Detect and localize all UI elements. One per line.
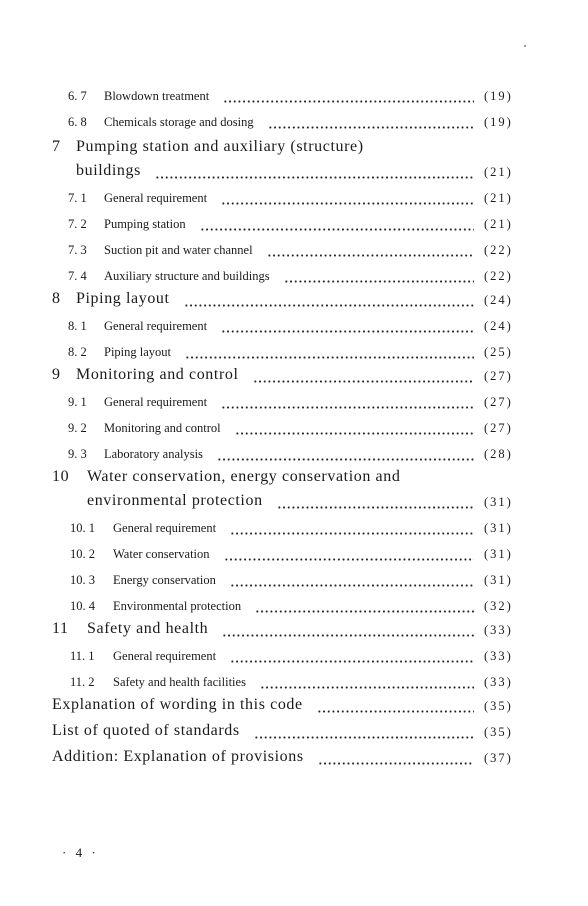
toc-entry-page: (21) <box>484 191 513 205</box>
toc-entry <box>0 516 588 538</box>
toc-entry-title: Monitoring and control <box>76 366 239 383</box>
dot-leader <box>230 584 474 587</box>
toc-entry-number: 10. 4 <box>70 599 95 613</box>
toc-entry-title: Monitoring and control <box>104 421 221 435</box>
toc-entry-page: (27) <box>484 395 513 409</box>
toc-entry-page: (19) <box>484 89 513 103</box>
toc-entry <box>0 466 588 488</box>
dot-leader <box>221 202 474 205</box>
toc-entry-title: General requirement <box>104 395 208 409</box>
toc-entry-page: (37) <box>484 751 513 765</box>
toc-entry-title: Water conservation <box>113 547 210 561</box>
dot-leader <box>185 356 474 359</box>
dot-leader <box>277 506 474 509</box>
toc-entry <box>0 442 588 464</box>
toc-entry <box>0 84 588 106</box>
toc-entry-title: Safety and health facilities <box>113 675 246 689</box>
toc-entry-page: (22) <box>484 243 513 257</box>
toc-entry <box>0 314 588 336</box>
toc-entry-title: Pumping station and auxiliary (structure) <box>76 138 364 155</box>
dot-leader <box>155 176 474 179</box>
dot-leader <box>254 736 474 739</box>
toc-entry-page: (35) <box>484 725 513 739</box>
dot-leader <box>318 762 474 765</box>
toc-entry-title: Water conservation, energy conservation and <box>87 468 401 485</box>
toc-entry-title: Addition: Explanation of provisions <box>52 748 304 765</box>
toc-entry-number: 10 <box>52 468 70 485</box>
toc-entry-number: 7. 2 <box>68 217 87 231</box>
toc-entry-page: (21) <box>484 217 513 231</box>
toc-entry-number: 9. 3 <box>68 447 87 461</box>
dot-leader <box>268 126 474 129</box>
toc-entry-title: General requirement <box>113 649 217 663</box>
toc-entry-number: 6. 8 <box>68 115 87 129</box>
toc-entry-page: (31) <box>484 573 513 587</box>
dot-leader <box>221 330 474 333</box>
toc-entry-title: Pumping station <box>104 217 186 231</box>
toc-entry-number: 11. 2 <box>70 675 95 689</box>
toc-entry-number: 9. 1 <box>68 395 87 409</box>
toc-entry-page: (31) <box>484 495 513 509</box>
toc-entry-page: (19) <box>484 115 513 129</box>
toc-entry <box>0 594 588 616</box>
dot-leader <box>255 610 474 613</box>
toc-entry-title: Explanation of wording in this code <box>52 696 303 713</box>
toc-entry-page: (32) <box>484 599 513 613</box>
toc-entry-title: Auxiliary structure and buildings <box>104 269 270 283</box>
toc-entry-number: 10. 1 <box>70 521 95 535</box>
toc-entry-number: 10. 2 <box>70 547 95 561</box>
toc-entry-number: 8. 2 <box>68 345 87 359</box>
dot-leader <box>230 660 474 663</box>
toc-entry <box>0 364 588 386</box>
toc-entry <box>0 160 588 182</box>
toc-entry-page: (33) <box>484 623 513 637</box>
dot-leader <box>222 634 474 637</box>
toc-entry-title: environmental protection <box>87 492 263 509</box>
dot-leader <box>200 228 474 231</box>
toc-entry <box>0 238 588 260</box>
toc-entry-page: (31) <box>484 521 513 535</box>
toc-entry-page: (24) <box>484 319 513 333</box>
toc-entry <box>0 568 588 590</box>
toc-entry-title: Laboratory analysis <box>104 447 203 461</box>
toc-entry <box>0 720 588 742</box>
toc-entry-title: Piping layout <box>104 345 172 359</box>
toc-entry-page: (33) <box>484 649 513 663</box>
toc-entry-number: 7. 4 <box>68 269 87 283</box>
toc-entry-title: General requirement <box>113 521 217 535</box>
dot-leader <box>317 710 474 713</box>
toc-entry <box>0 288 588 310</box>
dot-leader <box>284 280 474 283</box>
toc-entry-number: 7. 1 <box>68 191 87 205</box>
toc-entry-page: (22) <box>484 269 513 283</box>
toc-entry-page: (27) <box>484 369 513 383</box>
dot-leader <box>253 380 474 383</box>
toc-entry-page: (21) <box>484 165 513 179</box>
dot-leader <box>267 254 474 257</box>
toc-entry-number: 9. 2 <box>68 421 87 435</box>
dot-leader <box>260 686 474 689</box>
toc-entry-page: (31) <box>484 547 513 561</box>
toc-entry-number: 11 <box>52 620 69 637</box>
dot-leader <box>217 458 474 461</box>
toc-entry <box>0 670 588 692</box>
toc-entry-number: 9 <box>52 366 61 383</box>
dot-leader <box>235 432 474 435</box>
toc-entry-number: 6. 7 <box>68 89 87 103</box>
toc-entry-number: 8. 1 <box>68 319 87 333</box>
toc-entry <box>0 416 588 438</box>
toc-entry-title: Blowdown treatment <box>104 89 210 103</box>
toc-entry-number: 11. 1 <box>70 649 95 663</box>
toc-entry <box>0 340 588 362</box>
toc-entry-page: (28) <box>484 447 513 461</box>
toc-entry-page: (27) <box>484 421 513 435</box>
toc-entry <box>0 694 588 716</box>
toc-entry-number: 8 <box>52 290 61 307</box>
toc-entry-title: General requirement <box>104 319 208 333</box>
toc-entry-page: (35) <box>484 699 513 713</box>
toc-entry <box>0 212 588 234</box>
toc-entry-number: 7. 3 <box>68 243 87 257</box>
toc-entry-title: General requirement <box>104 191 208 205</box>
toc-entry-page: (25) <box>484 345 513 359</box>
toc-entry <box>0 644 588 666</box>
toc-entry-page: (24) <box>484 293 513 307</box>
dot-leader <box>223 100 474 103</box>
dot-leader <box>230 532 474 535</box>
toc-entry-title: Suction pit and water channel <box>104 243 253 257</box>
toc-entry <box>0 390 588 412</box>
margin-speck <box>524 45 526 47</box>
toc-entry <box>0 490 588 512</box>
toc-entry-title: Safety and health <box>87 620 209 637</box>
toc-entry-title: Environmental protection <box>113 599 242 613</box>
toc-entry-title: List of quoted of standards <box>52 722 240 739</box>
toc-entry-number: 7 <box>52 138 61 155</box>
toc-entry <box>0 264 588 286</box>
toc-entry <box>0 542 588 564</box>
toc-entry-page: (33) <box>484 675 513 689</box>
toc-entry-number: 10. 3 <box>70 573 95 587</box>
dot-leader <box>224 558 474 561</box>
dot-leader <box>184 304 474 307</box>
page-number: · 4 · <box>62 845 99 860</box>
toc-entry-title: buildings <box>76 162 141 179</box>
toc-entry-title: Energy conservation <box>113 573 216 587</box>
toc-entry-title: Chemicals storage and dosing <box>104 115 254 129</box>
dot-leader <box>221 406 474 409</box>
toc-entry <box>0 136 588 158</box>
toc-entry <box>0 110 588 132</box>
toc-entry <box>0 746 588 768</box>
toc-entry <box>0 618 588 640</box>
toc-entry-title: Piping layout <box>76 290 170 307</box>
toc-entry <box>0 186 588 208</box>
